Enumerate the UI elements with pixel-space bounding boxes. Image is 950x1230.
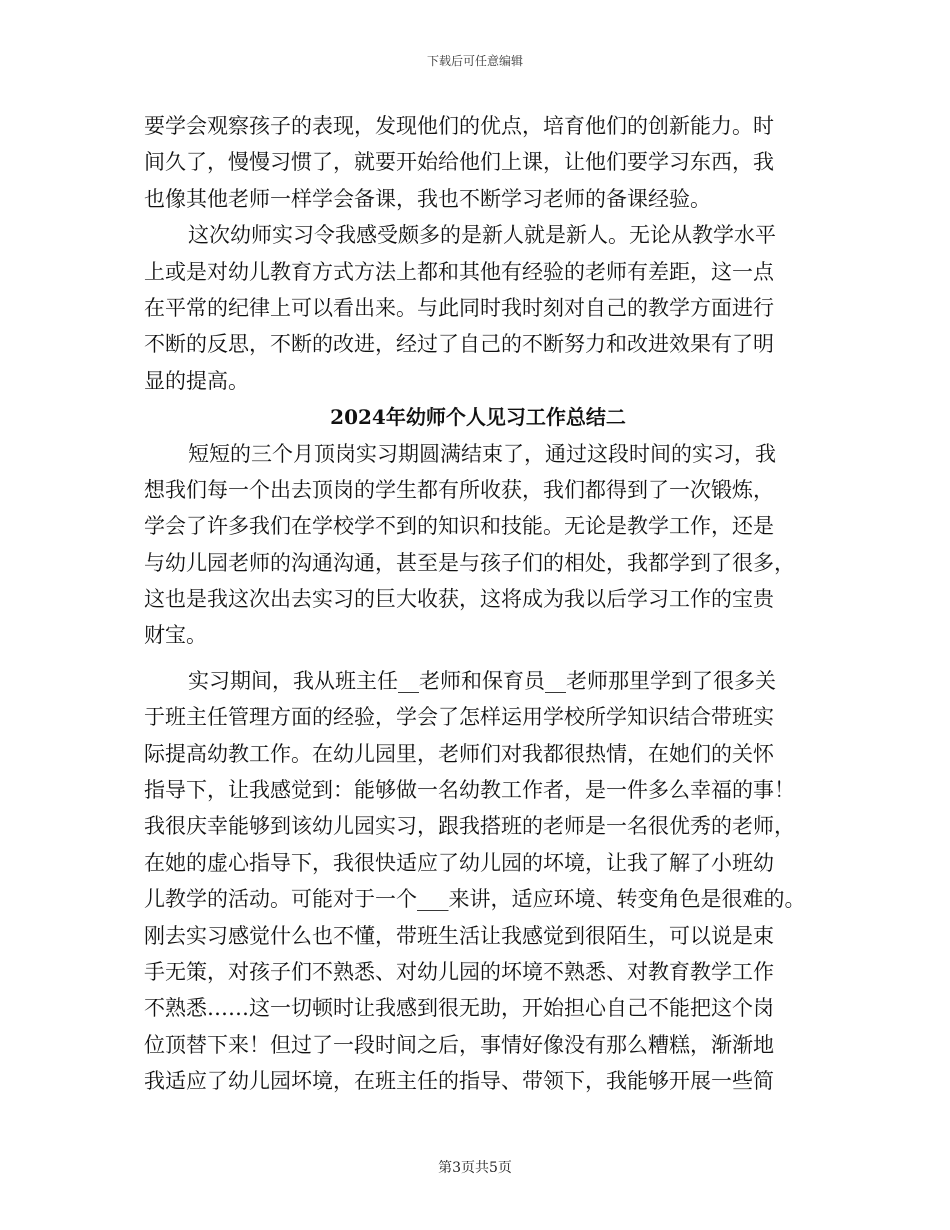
text-line: 想我们每一个出去顶岗的学生都有所收获，我们都得到了一次锻炼， bbox=[144, 477, 774, 502]
section-title: 2024年幼师个人见习工作总结二 bbox=[330, 405, 626, 430]
text-line: 不断的反思，不断的改进，经过了自己的不断努力和改进效果有了明 bbox=[144, 332, 774, 357]
page-footer: 第3页共5页 bbox=[438, 1160, 512, 1176]
paragraph-spacer bbox=[144, 654, 812, 663]
text-line: 位顶替下来！但过了一段时间之后，事情好像没有那么糟糕，渐渐地 bbox=[144, 1032, 774, 1057]
text-line: 短短的三个月顶岗实习期圆满结束了，通过这段时间的实习，我 bbox=[188, 441, 776, 466]
text-line: 间久了，慢慢习惯了，就要开始给他们上课，让他们要学习东西，我 bbox=[144, 150, 774, 175]
text-line: 我很庆幸能够到该幼儿园实习，跟我搭班的老师是一名很优秀的老师， bbox=[144, 814, 795, 839]
text-line: 不熟悉……这一切顿时让我感到很无助，开始担心自己不能把这个岗 bbox=[144, 996, 774, 1021]
text-line: 刚去实习感觉什么也不懂，带班生活让我感觉到很陌生，可以说是束 bbox=[144, 923, 774, 948]
text-line: 际提高幼教工作。在幼儿园里，老师们对我都很热情，在她们的关怀 bbox=[144, 741, 774, 766]
text-line: 上或是对幼儿教育方式方法上都和其他有经验的老师有差距，这一点 bbox=[144, 259, 774, 284]
text-line: 手无策，对孩子们不熟悉、对幼儿园的坏境不熟悉、对教育教学工作 bbox=[144, 959, 774, 984]
text-line: 在平常的纪律上可以看出来。与此同时我时刻对自己的教学方面进行 bbox=[144, 295, 774, 320]
text-line: 于班主任管理方面的经验，学会了怎样运用学校所学知识结合带班实 bbox=[144, 705, 774, 730]
text-line: 显的提高。 bbox=[144, 368, 249, 393]
paragraph bbox=[144, 436, 812, 654]
text-line: 实习期间，我从班主任__老师和保育员__老师那里学到了很多关 bbox=[188, 668, 776, 693]
text-line: 我适应了幼儿园坏境，在班主任的指导、带领下，我能够开展一些简 bbox=[144, 1069, 774, 1094]
paragraph bbox=[144, 108, 812, 217]
paragraph bbox=[144, 663, 812, 1100]
text-line: 儿教学的活动。可能对于一个___来讲，适应环境、转变角色是很难的。 bbox=[144, 887, 806, 912]
text-line: 学会了许多我们在学校学不到的知识和技能。无论是教学工作，还是 bbox=[144, 514, 774, 539]
paragraph bbox=[144, 217, 812, 399]
text-line: 要学会观察孩子的表现，发现他们的优点，培育他们的创新能力。时 bbox=[144, 114, 774, 138]
text-line: 在她的虚心指导下，我很快适应了幼儿园的坏境，让我了解了小班幼 bbox=[144, 850, 774, 875]
text-line: 指导下，让我感觉到：能够做一名幼教工作者，是一件多么幸福的事！ bbox=[144, 778, 795, 803]
document-body bbox=[144, 108, 812, 1100]
text-line: 财宝。 bbox=[144, 623, 207, 648]
text-line: 这次幼师实习令我感受颇多的是新人就是新人。无论从教学水平 bbox=[188, 223, 776, 248]
text-line: 也像其他老师一样学会备课，我也不断学习老师的备课经验。 bbox=[144, 186, 711, 211]
text-line: 这也是我这次出去实习的巨大收获，这将成为我以后学习工作的宝贵 bbox=[144, 587, 774, 612]
page-header: 下载后可任意编辑 bbox=[426, 54, 523, 68]
text-line: 与幼儿园老师的沟通沟通，甚至是与孩子们的相处，我都学到了很多， bbox=[144, 550, 795, 575]
